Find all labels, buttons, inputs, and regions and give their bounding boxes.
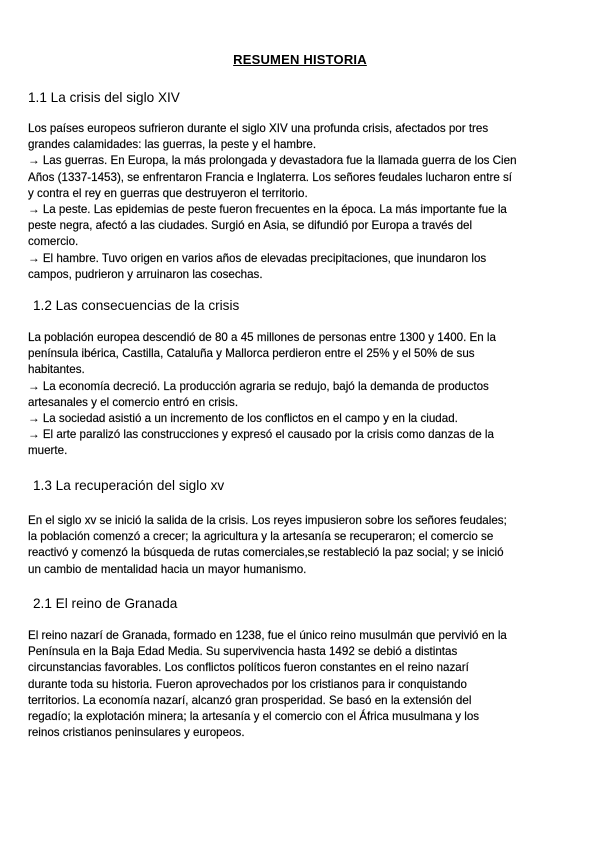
text-line: Los países europeos sufrieron durante el siglo XIV una profunda crisis, afectados por tres (28, 122, 489, 135)
text-line: → La sociedad asistió a un incremento de los conflictos en el campo y en la ciudad. (28, 412, 458, 426)
text-line: península ibérica, Castilla, Cataluña y Mallorca perdieron entre el 25% y el 50% de sus (28, 347, 475, 361)
text-line: → Las guerras. En Europa, la más prolongada y devastadora fue la llamada guerra de los Cien (28, 154, 517, 168)
section-heading-2-1: 2.1 El reino de Granada (33, 596, 178, 611)
text-line: la población comenzó a crecer; la agricultura y la artesanía se recuperaron; el comercio se (28, 530, 494, 544)
text-line: artesanales y el comercio entró en crisis. (28, 395, 239, 409)
text-line: circunstancias favorables. Los conflictos políticos fueron constantes en el reino nazarí (28, 661, 469, 675)
text-line: Años (1337-1453), se enfrentaron Francia e Inglaterra. Los señores feudales lucharon entre sí (28, 170, 513, 184)
text-line: peste negra, afectó a las ciudades. Surgió en Asia, se difundió por Europa a través del (28, 219, 473, 233)
text-line: reactivó y comenzó la búsqueda de rutas comerciales,se restableció la paz social; y se inició (28, 546, 504, 560)
text-line: regadío; la explotación minera; la artesanía y el comercio con el África musulmana y los (28, 710, 480, 724)
document-title: RESUMEN HISTORIA (233, 52, 367, 67)
text-line: durante toda su historia. Fueron aprovechados por los cristianos para ir conquistando (28, 677, 467, 691)
text-line: comercio. (28, 235, 79, 249)
section-body-2-1 (28, 628, 576, 741)
text-line: campos, pudrieron y arruinaron las cosechas. (28, 267, 263, 281)
text-line: El reino nazarí de Granada, formado en 1238, fue el único reino musulmán que pervivió en la (28, 629, 507, 642)
text-line: territorios. La economía nazarí, alcanzó gran prosperidad. Se basó en la extensión del (28, 693, 472, 707)
text-line: reinos cristianos peninsulares y europeos. (28, 726, 245, 740)
text-line: → El arte paralizó las construcciones y expresó el causado por la crisis como danzas de la (28, 428, 494, 442)
section-body-1-2 (28, 330, 576, 460)
text-line: habitantes. (28, 363, 85, 377)
text-line: → El hambre. Tuvo origen en varios años de elevadas precipitaciones, que inundaron los (28, 251, 487, 265)
section-heading-1-1: 1.1 La crisis del siglo XIV (28, 90, 180, 105)
section-heading-1-3: 1.3 La recuperación del siglo xv (33, 478, 225, 493)
text-line: Península en la Baja Edad Media. Su supervivencia hasta 1492 se debió a distintas (28, 645, 458, 659)
section-body-1-3 (28, 513, 576, 578)
text-line: En el siglo xv se inició la salida de la crisis. Los reyes impusieron sobre los señores feudales; (28, 514, 507, 527)
text-line: y contra el rey en guerras que destruyeron el territorio. (28, 186, 308, 200)
text-line: muerte. (28, 444, 68, 458)
section-heading-1-2: 1.2 Las consecuencias de la crisis (33, 298, 240, 313)
text-line: → La economía decreció. La producción agraria se redujo, bajó la demanda de productos (28, 379, 489, 393)
text-line: La población europea descendió de 80 a 45 millones de personas entre 1300 y 1400. En la (28, 331, 496, 344)
text-line: grandes calamidades: las guerras, la peste y el hambre. (28, 138, 317, 152)
section-body-1-1 (28, 121, 576, 283)
text-line: → La peste. Las epidemias de peste fueron frecuentes en la época. La más importante fue la (28, 203, 507, 217)
text-line: un cambio de mentalidad hacia un mayor humanismo. (28, 562, 307, 576)
